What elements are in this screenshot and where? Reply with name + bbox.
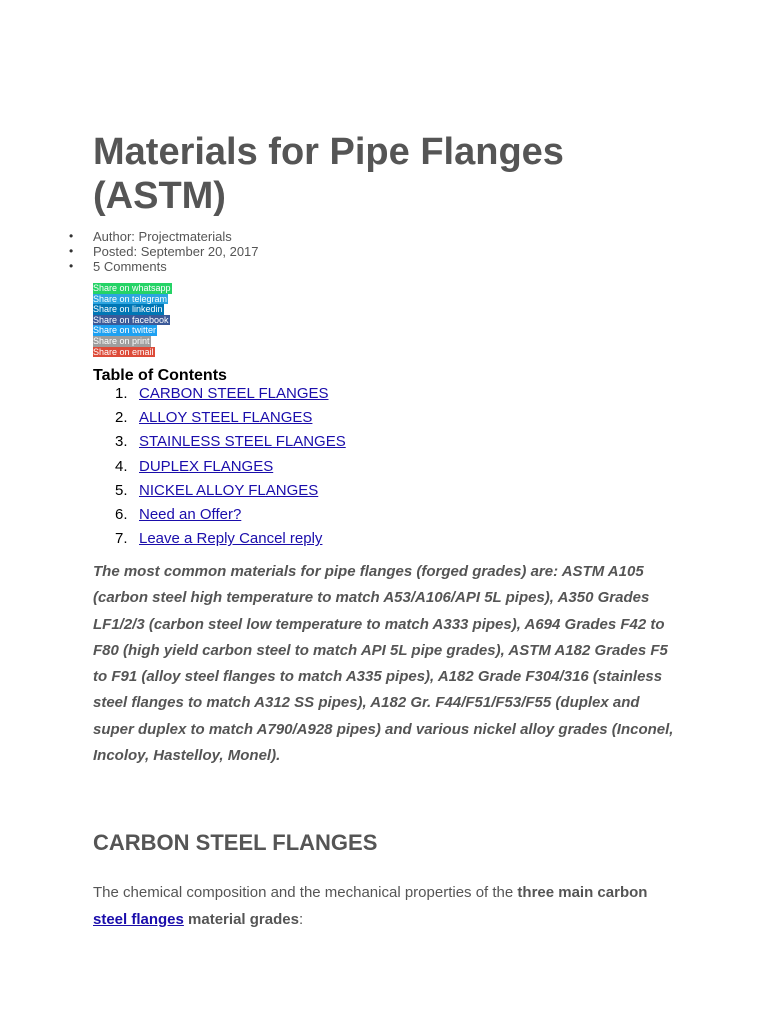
toc-link-carbon-steel[interactable]: CARBON STEEL FLANGES <box>139 385 329 402</box>
share-whatsapp-button[interactable]: Share on whatsapp <box>93 283 171 293</box>
share-telegram-button[interactable]: Share on telegram <box>93 293 168 304</box>
toc-item-number: 7. <box>115 530 128 548</box>
share-print-button[interactable]: Share on print <box>93 335 150 346</box>
toc-item <box>93 504 346 528</box>
intro-text: The chemical composition and the mechanical properties of the <box>93 884 518 901</box>
toc-title: Table of Contents <box>93 367 227 384</box>
lead-paragraph: The most common materials for pipe flanges (forged grades) are: ASTM A105 (carbon steel high temperature to match A53/A106/API 5L pipes), A350 Grades LF1/2/3 (carbon steel low temperature to match A333 pipes), A694 Grades F42 to F80 (high yield carbon steel to match API 5L pipe grades), ASTM A182 Grades F5 to F91 (alloy steel flanges to match A335 pipes), A182 Grade F304/316 (stainless steel flanges to match A312 SS pipes), A182 Gr. F44/F51/F53/F55 (duplex and super duplex to match A790/A928 pipes) and various nickel alloy grades (Inconel, Incoloy, Hastelloy, Monel). <box>93 563 674 765</box>
meta-posted-date: • Posted: September 20, 2017 <box>93 244 259 259</box>
toc-link-nickel-alloy[interactable]: NICKEL ALLOY FLANGES <box>139 481 319 499</box>
toc-item <box>93 383 346 407</box>
toc-item <box>93 528 346 552</box>
steel-flanges-link[interactable]: steel flanges <box>93 911 184 928</box>
page-title: Materials for Pipe Flanges (ASTM) <box>93 131 564 217</box>
section-heading-carbon-steel: CARBON STEEL FLANGES <box>93 830 378 855</box>
intro-suffix: : <box>298 911 304 928</box>
share-email-button[interactable]: Share on email <box>93 346 154 357</box>
toc-item-number: 6. <box>115 505 128 523</box>
share-buttons <box>93 283 172 357</box>
toc-item-number: 5. <box>115 481 128 499</box>
toc-link-stainless-steel[interactable]: STAINLESS STEEL FLANGES <box>139 433 346 451</box>
toc-item-number: 1. <box>115 385 128 402</box>
toc-item-number: 4. <box>115 457 128 475</box>
toc-link-leave-reply[interactable]: Leave a Reply Cancel reply <box>139 530 323 548</box>
share-linkedin-button[interactable]: Share on linkedin <box>93 304 163 315</box>
toc-link-duplex[interactable]: DUPLEX FLANGES <box>139 457 274 475</box>
section-intro <box>93 879 653 933</box>
share-facebook-button[interactable]: Share on facebook <box>93 314 169 325</box>
toc-item <box>93 480 346 504</box>
share-twitter-button[interactable]: Share on twitter <box>93 325 157 336</box>
post-meta <box>93 229 259 274</box>
toc-link-alloy-steel[interactable]: ALLOY STEEL FLANGES <box>139 409 313 427</box>
toc-item <box>93 407 346 431</box>
toc-item <box>93 431 346 455</box>
toc-link-need-offer[interactable]: Need an Offer? <box>139 505 242 523</box>
toc-item-number: 3. <box>115 433 128 451</box>
toc-item-number: 2. <box>115 409 128 427</box>
intro-bold-text: three main carbon <box>517 884 648 901</box>
intro-bold-text-2: material grades <box>183 911 299 928</box>
toc-item <box>93 456 346 480</box>
meta-comments-count: • 5 Comments <box>93 259 259 274</box>
meta-author: • Author: Projectmaterials <box>93 229 259 244</box>
table-of-contents <box>93 383 346 552</box>
